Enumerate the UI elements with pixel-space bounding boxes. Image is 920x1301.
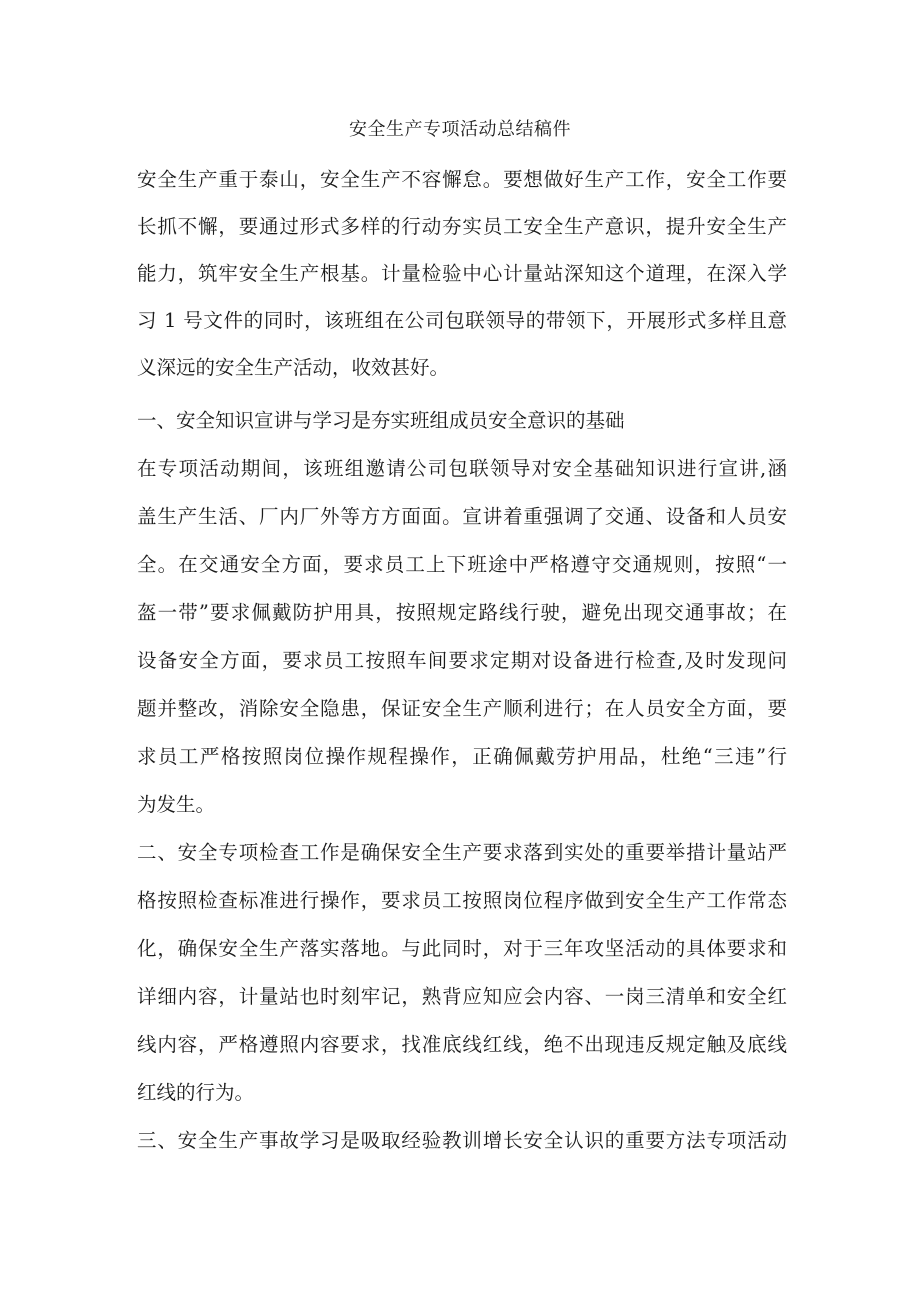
paragraph-line: 义深远的安全生产活动，收效甚好。 (137, 356, 450, 379)
paragraph-line: 化，确保安全生产落实落地。与此同时，对于三年攻坚活动的具体要求和 (137, 937, 787, 960)
paragraph-line: 安全生产重于泰山，安全生产不容懈怠。要想做好生产工作，安全工作要 (137, 168, 787, 191)
paragraph-line: 题并整改，消除安全隐患，保证安全生产顺利进行；在人员安全方面，要 (137, 697, 787, 720)
paragraph-line: 详细内容，计量站也时刻牢记，熟背应知应会内容、一岗三清单和安全红 (137, 985, 787, 1008)
paragraph-line: 红线的行为。 (137, 1081, 255, 1104)
paragraph-line: 长抓不懈，要通过形式多样的行动夯实员工安全生产意识，提升安全生产 (137, 215, 787, 238)
paragraph-line: 习 1 号文件的同时，该班组在公司包联领导的带领下，开展形式多样且意 (137, 309, 787, 332)
paragraph-line: 能力，筑牢安全生产根基。计量检验中心计量站深知这个道理，在深入学 (137, 262, 787, 285)
paragraph-line: 盔一带”要求佩戴防护用具，按照规定路线行驶，避免出现交通事故；在 (137, 601, 787, 624)
document-title: 安全生产专项活动总结稿件 (349, 119, 571, 140)
paragraph-line: 线内容，严格遵照内容要求，找准底线红线，绝不出现违反规定触及底线 (137, 1033, 787, 1056)
section-heading-3: 三、安全生产事故学习是吸取经验教训增长安全认识的重要方法专项活动 (137, 1129, 787, 1152)
paragraph-line: 格按照检查标准进行操作，要求员工按照岗位程序做到安全生产工作常态 (137, 889, 787, 912)
paragraph-line: 全。在交通安全方面，要求员工上下班途中严格遵守交通规则，按照“一 (137, 553, 787, 576)
paragraph-line: 盖生产生活、厂内厂外等方方面面。宣讲着重强调了交通、设备和人员安 (137, 505, 787, 528)
paragraph-line: 设备安全方面，要求员工按照车间要求定期对设备进行检查,及时发现问 (137, 649, 787, 672)
paragraph-line: 求员工严格按照岗位操作规程操作，正确佩戴劳护用品，杜绝“三违”行 (137, 745, 787, 768)
paragraph-line: 在专项活动期间，该班组邀请公司包联领导对安全基础知识进行宣讲,涵 (137, 457, 787, 480)
paragraph-line: 为发生。 (137, 793, 216, 816)
section-heading-1: 一、安全知识宣讲与学习是夯实班组成员安全意识的基础 (137, 409, 625, 432)
section-heading-2: 二、安全专项检查工作是确保安全生产要求落到实处的重要举措计量站严 (137, 841, 787, 864)
